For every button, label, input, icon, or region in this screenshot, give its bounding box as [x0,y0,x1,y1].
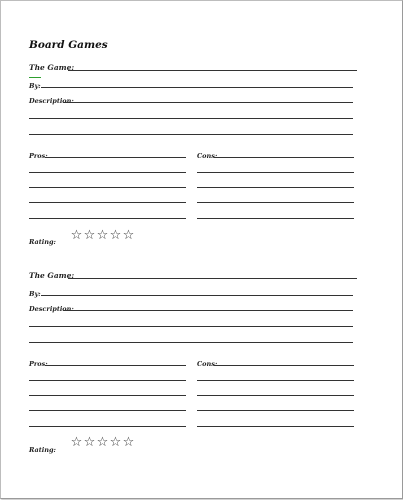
star-icon[interactable]: ☆ [122,435,135,450]
pros-line-1[interactable] [45,365,186,366]
pros-line-1[interactable] [45,157,186,158]
pros-label: Pros: [29,152,48,160]
by-label: By: [29,290,41,298]
star-icon[interactable]: ☆ [96,228,109,243]
pros-line-2[interactable] [29,380,186,381]
cons-line-5[interactable] [197,218,354,219]
description-line-1[interactable] [63,310,353,311]
pros-line-5[interactable] [29,218,186,219]
star-icon[interactable]: ☆ [109,228,122,243]
rating-stars[interactable] [70,229,135,242]
game-label: The Game: [29,271,75,280]
description-line-2[interactable] [29,326,353,327]
pros-label: Pros: [29,360,48,368]
star-icon[interactable]: ☆ [83,228,96,243]
rating-label: Rating: [29,446,56,454]
description-line-3[interactable] [29,134,353,135]
page-title: Board Games [29,39,108,51]
game-line[interactable] [68,70,357,71]
star-icon[interactable]: ☆ [70,228,83,243]
cons-line-1[interactable] [214,365,354,366]
cons-line-1[interactable] [214,157,354,158]
star-icon[interactable]: ☆ [109,435,122,450]
cons-line-2[interactable] [197,380,354,381]
cons-label: Cons: [197,360,218,368]
description-line-2[interactable] [29,118,353,119]
description-line-1[interactable] [63,102,353,103]
cons-label: Cons: [197,152,218,160]
pros-line-2[interactable] [29,172,186,173]
cons-line-2[interactable] [197,172,354,173]
pros-line-4[interactable] [29,410,186,411]
cons-line-5[interactable] [197,426,354,427]
star-icon[interactable]: ☆ [122,228,135,243]
cons-line-4[interactable] [197,410,354,411]
star-icon[interactable]: ☆ [96,435,109,450]
cons-line-3[interactable] [197,395,354,396]
description-label: Description: [29,305,74,313]
description-label: Description: [29,97,74,105]
pros-line-3[interactable] [29,395,186,396]
pros-line-5[interactable] [29,426,186,427]
cons-line-4[interactable] [197,202,354,203]
game-label-accent-underline [29,77,41,78]
game-line[interactable] [68,278,357,279]
cons-line-3[interactable] [197,187,354,188]
description-line-3[interactable] [29,342,353,343]
rating-stars[interactable] [70,436,135,449]
rating-label: Rating: [29,238,56,246]
pros-line-4[interactable] [29,202,186,203]
game-label: The Game: [29,63,75,72]
star-icon[interactable]: ☆ [83,435,96,450]
by-line[interactable] [41,295,353,296]
star-icon[interactable]: ☆ [70,435,83,450]
by-label: By: [29,82,41,90]
pros-line-3[interactable] [29,187,186,188]
by-line[interactable] [41,87,353,88]
